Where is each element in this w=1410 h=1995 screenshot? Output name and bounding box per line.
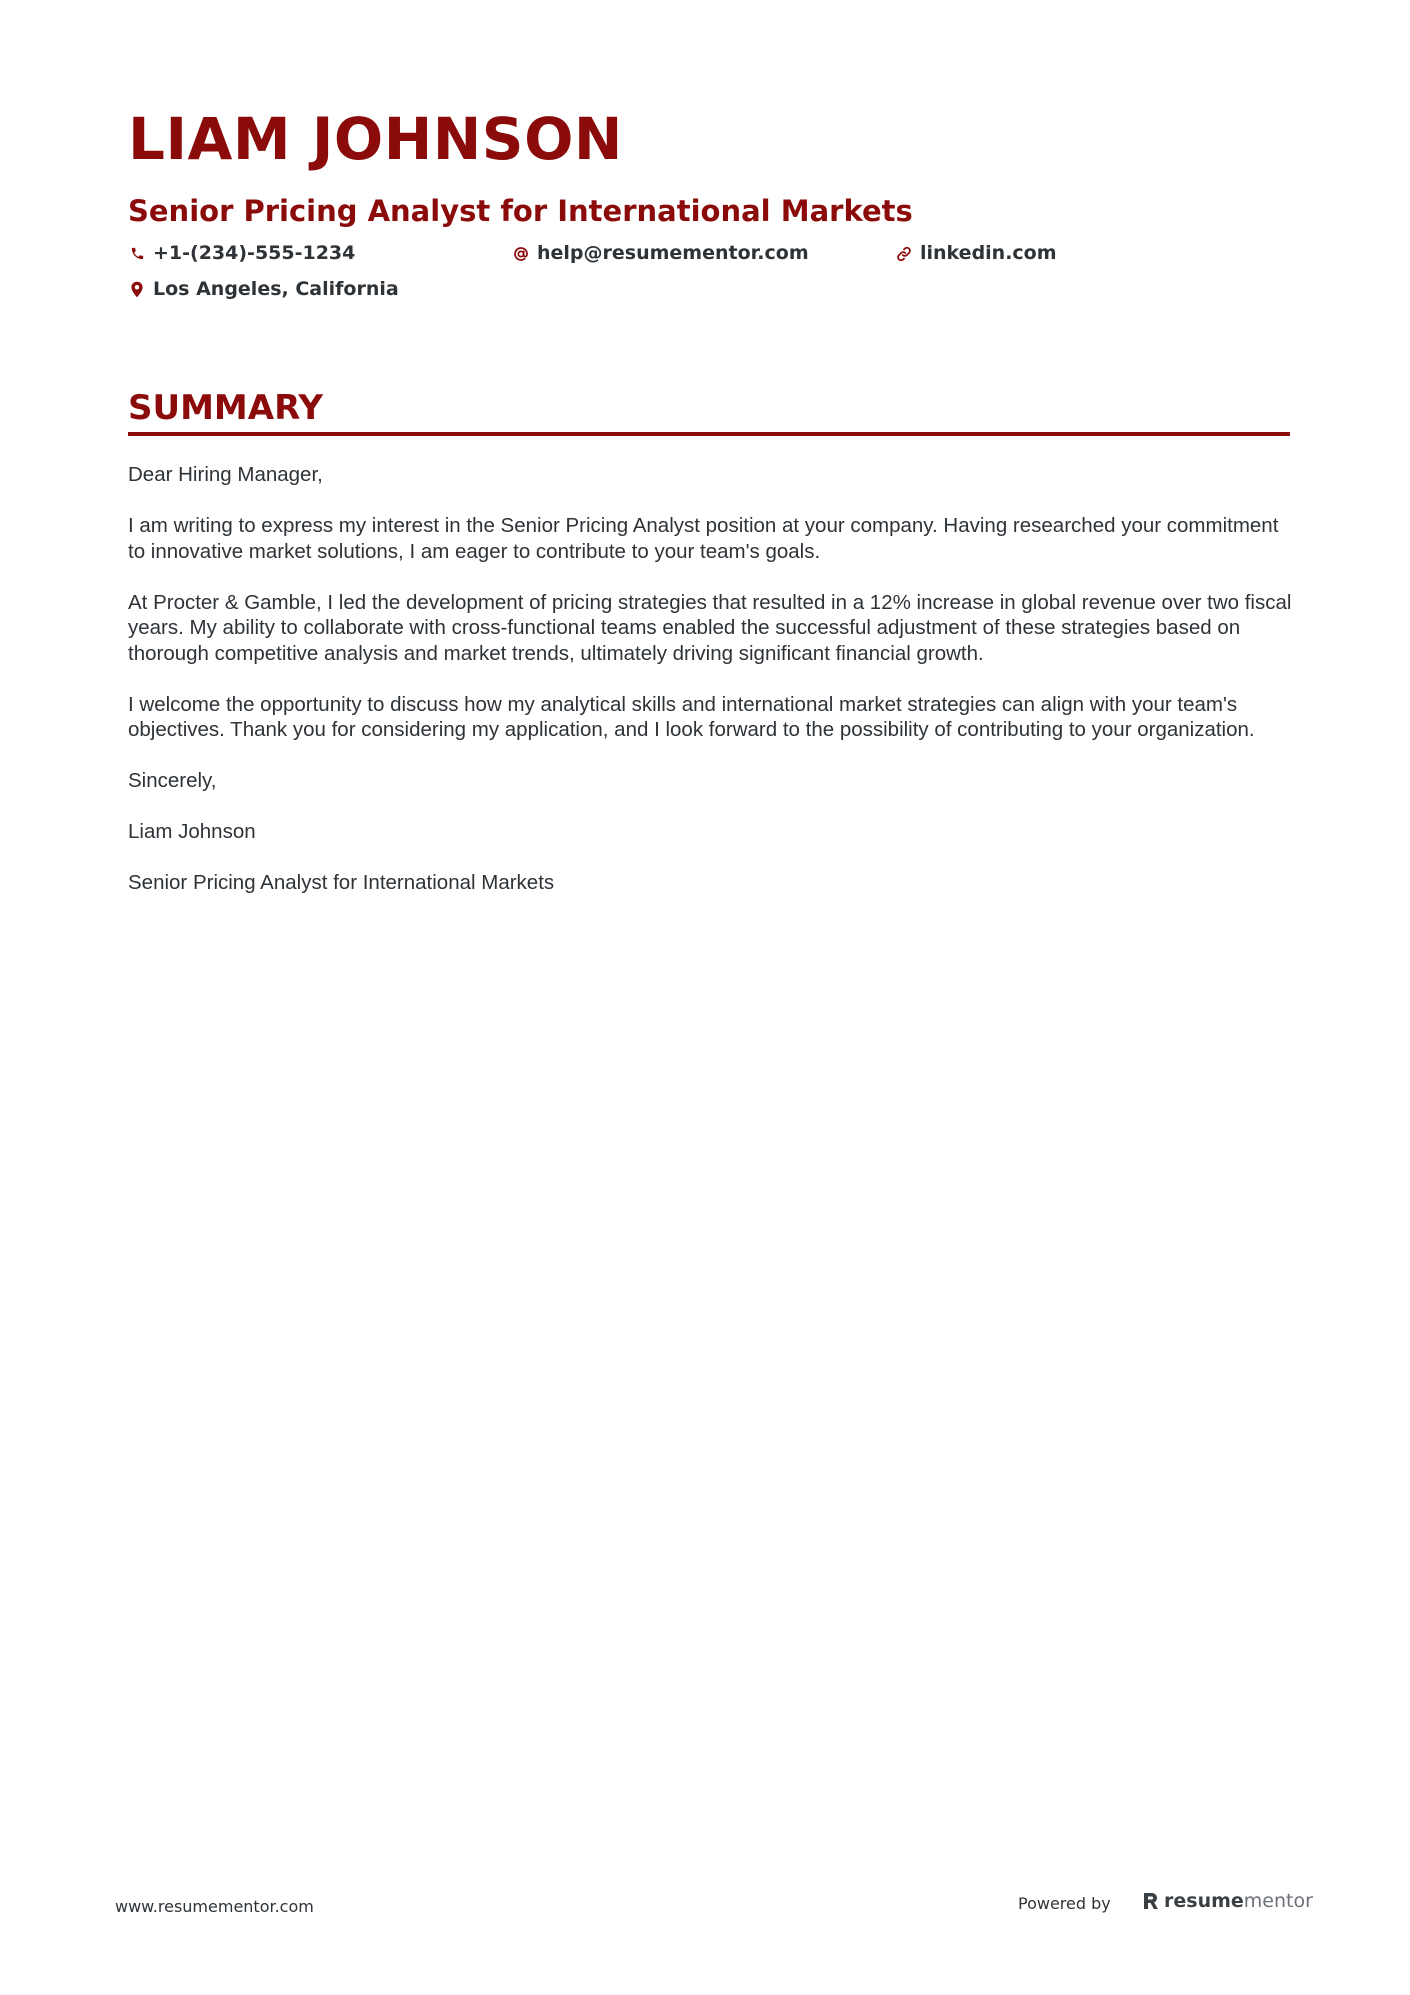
letter-signature-title: Senior Pricing Analyst for International Markets bbox=[128, 871, 555, 894]
job-title: Senior Pricing Analyst for International Markets bbox=[128, 194, 913, 228]
letter-paragraph: I welcome the opportunity to discuss how my analytical skills and international market strategies can align with your team's objectives. Thank you for considering my application, and I look forward to the possibility of contributing to your organization. bbox=[128, 692, 1255, 741]
letter-signature-name: Liam Johnson bbox=[128, 820, 256, 843]
section-divider bbox=[128, 432, 1290, 436]
footer-website[interactable]: www.resumementor.com bbox=[115, 1897, 314, 1916]
email-text[interactable]: help@resumementor.com bbox=[537, 242, 809, 264]
phone-text: +1-(234)-555-1234 bbox=[153, 242, 356, 264]
resumementor-logo-icon bbox=[1142, 1891, 1160, 1911]
letter-closing: Sincerely, bbox=[128, 769, 217, 792]
powered-by-label: Powered by bbox=[1018, 1894, 1111, 1913]
location-text: Los Angeles, California bbox=[153, 278, 399, 300]
contact-phone bbox=[128, 244, 355, 263]
cover-letter-body bbox=[128, 462, 1298, 921]
contact-linkedin[interactable] bbox=[895, 244, 1057, 263]
summary-heading: SUMMARY bbox=[128, 388, 324, 428]
linkedin-text[interactable]: linkedin.com bbox=[920, 242, 1057, 264]
at-sign-icon bbox=[512, 245, 530, 263]
contact-location bbox=[128, 280, 399, 299]
letter-paragraph: I am writing to express my interest in the Senior Pricing Analyst position at your company. Having researched your commitment to innovative market solutions, I am eager to contribute to your team's goals. bbox=[128, 514, 1279, 563]
letter-paragraph: At Procter & Gamble, I led the development of pricing strategies that resulted in a 12% increase in global revenue over two fiscal years. My ability to collaborate with cross-functional teams enabled the successful adjustment of these strategies based on thorough competitive analysis and market trends, ultimately driving significant financial growth. bbox=[128, 590, 1292, 665]
candidate-name: LIAM JOHNSON bbox=[128, 105, 623, 173]
link-icon bbox=[895, 245, 913, 263]
brand-name-part1: resume bbox=[1164, 1890, 1244, 1912]
map-pin-icon bbox=[128, 281, 146, 299]
letter-salutation: Dear Hiring Manager, bbox=[128, 463, 323, 486]
brand-logo[interactable] bbox=[1142, 1890, 1313, 1912]
brand-name-part2: mentor bbox=[1243, 1890, 1313, 1912]
contact-email[interactable] bbox=[512, 244, 809, 263]
phone-icon bbox=[128, 245, 146, 263]
